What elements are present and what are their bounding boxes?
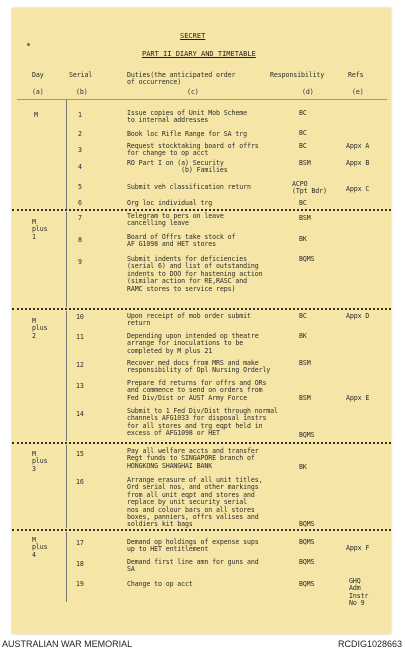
serial-no: 2 <box>78 130 82 138</box>
serial-no: 12 <box>76 361 84 369</box>
day-label: M plus 3 <box>32 450 48 473</box>
duty-text: Prepare fd returns for offrs and ORs and commence to send on orders from Fed Div/Dist or AUST Army Force <box>127 379 267 402</box>
classification-heading: SECRET <box>180 32 206 40</box>
duty-text: Arrange erasure of all unit titles, Ord serial nos, and other markings from all unit eqpt and stores and replace by unit security serial nos and colour bars on all stores boxes, panniers, offrs valises and soldiers kit bags <box>127 476 263 529</box>
reference: Appx A <box>346 142 370 150</box>
responsibility: BC <box>299 109 307 117</box>
document-page <box>12 8 391 634</box>
serial-no: 16 <box>76 478 84 486</box>
duty-text: Request stocktaking board of offrs for change to op acct <box>127 142 259 158</box>
col-day-sub: (a) <box>32 88 44 96</box>
responsibility: BSM <box>299 214 311 222</box>
serial-no: 14 <box>76 410 84 418</box>
day-separator <box>12 529 391 531</box>
reference: Appx E <box>346 394 370 402</box>
serial-no: 9 <box>78 258 82 266</box>
serial-no: 5 <box>78 183 82 191</box>
responsibility: BSM <box>299 359 311 367</box>
duty-text: Change to op acct <box>127 580 193 588</box>
duty-text: Submit veh classification return <box>127 183 251 191</box>
reference: Appx B <box>346 159 370 167</box>
duty-text: Upon receipt of mob order submit return <box>127 312 251 328</box>
col-resp-sub: (d) <box>302 88 314 96</box>
reference: GHQ Adm Instr No 9 <box>349 577 369 608</box>
responsibility: BK <box>299 235 307 243</box>
day-label: M plus 4 <box>32 536 48 559</box>
column-rule <box>66 212 67 307</box>
serial-no: 8 <box>78 236 82 244</box>
serial-no: 15 <box>76 450 84 458</box>
reference: Appx D <box>346 312 370 320</box>
footer-id: RCDIG1028663 <box>337 639 402 649</box>
serial-no: 18 <box>76 560 84 568</box>
responsibility: ACPO (Tpt Bdr) <box>292 180 327 196</box>
responsibility: BQMS <box>299 520 315 528</box>
col-resp-header: Responsibility <box>270 71 325 79</box>
day-label: M plus 1 <box>32 218 48 241</box>
duty-text: Submit indents for deficiencies (serial 6) and list of outstanding indents to DOO for hastening action (similar action for RE,RASC and RAMC stores to service reps) <box>127 255 263 293</box>
responsibility: BC <box>299 312 307 320</box>
day-label: M <box>34 111 38 119</box>
header-rule <box>17 99 387 100</box>
column-rule <box>66 99 67 209</box>
reference: Appx C <box>346 185 370 193</box>
duty-text: Telegram to pers on leave cancelling leave <box>127 212 224 228</box>
day-separator <box>12 442 391 444</box>
duty-text: Issue copies of Unit Mob Scheme to internal addresses <box>127 109 247 125</box>
punch-hole <box>27 43 30 46</box>
day-separator <box>12 209 391 211</box>
responsibility: BQMS <box>299 255 315 263</box>
serial-no: 3 <box>78 146 82 154</box>
responsibility: BSM <box>299 394 311 402</box>
col-serial-sub: (b) <box>76 88 88 96</box>
serial-no: 6 <box>78 199 82 207</box>
col-duties-sub: (c) <box>187 88 199 96</box>
serial-no: 4 <box>78 163 82 171</box>
duty-text: Recover med docs from MRS and make responsibility of Opl Nursing Orderly <box>127 359 271 375</box>
responsibility: BC <box>299 129 307 137</box>
duty-text: Pay all welfare accts and transfer Regt funds to SINGAPORE branch of HONGKONG SHANGHAI BANK <box>127 447 259 470</box>
column-rule <box>66 311 67 441</box>
responsibility: BQMS <box>299 538 315 546</box>
day-separator <box>12 308 391 310</box>
duty-text: Submit to 1 Fed Div/Dist through normal channels AFG1033 for disposal instrs for all stores and trg eqpt held in excess of AFG1098 or HET <box>127 407 278 438</box>
part-heading: PART II DIARY AND TIMETABLE <box>142 50 256 58</box>
serial-no: 17 <box>76 539 84 547</box>
duty-text: Demand first line amn for guns and SA <box>127 558 259 574</box>
responsibility: BC <box>299 199 307 207</box>
responsibility: BK <box>299 332 307 340</box>
col-serial-header: Serial <box>69 71 93 79</box>
responsibility: BQMS <box>299 580 315 588</box>
responsibility: BQMS <box>299 558 315 566</box>
day-label: M plus 2 <box>32 317 48 340</box>
duty-text: Org loc individual trg <box>127 199 213 207</box>
serial-no: 19 <box>76 580 84 588</box>
col-ref-sub: (e) <box>352 88 364 96</box>
column-rule <box>66 532 67 602</box>
responsibility: BK <box>299 463 307 471</box>
col-duties-header: Duties(the anticipated order of occurrence) <box>127 71 236 87</box>
column-rule <box>66 445 67 528</box>
footer-source: AUSTRALIAN WAR MEMORIAL <box>2 639 133 649</box>
duty-text: Depending upon intended op theatre arrange for inoculations to be completed by M plus 21 <box>127 332 259 355</box>
duty-text: Demand op holdings of expense sups up to HET entitlement <box>127 538 259 554</box>
col-day-header: Day <box>32 71 44 79</box>
duty-text: Book loc Rifle Range for SA trg <box>127 130 247 138</box>
reference: Appx F <box>346 544 370 552</box>
responsibility: BC <box>299 142 307 150</box>
serial-no: 13 <box>76 382 84 390</box>
serial-no: 11 <box>76 333 84 341</box>
duty-text: Board of Offrs take stock of AF G1098 and HET stores <box>127 233 236 249</box>
col-ref-header: Refs <box>348 71 364 79</box>
responsibility: BQMS <box>299 431 315 439</box>
serial-no: 7 <box>78 214 82 222</box>
serial-no: 10 <box>76 313 84 321</box>
responsibility: BSM <box>299 159 311 167</box>
duty-text: RO Part I on (a) Security (b) Families <box>127 159 228 175</box>
serial-no: 1 <box>78 111 82 119</box>
